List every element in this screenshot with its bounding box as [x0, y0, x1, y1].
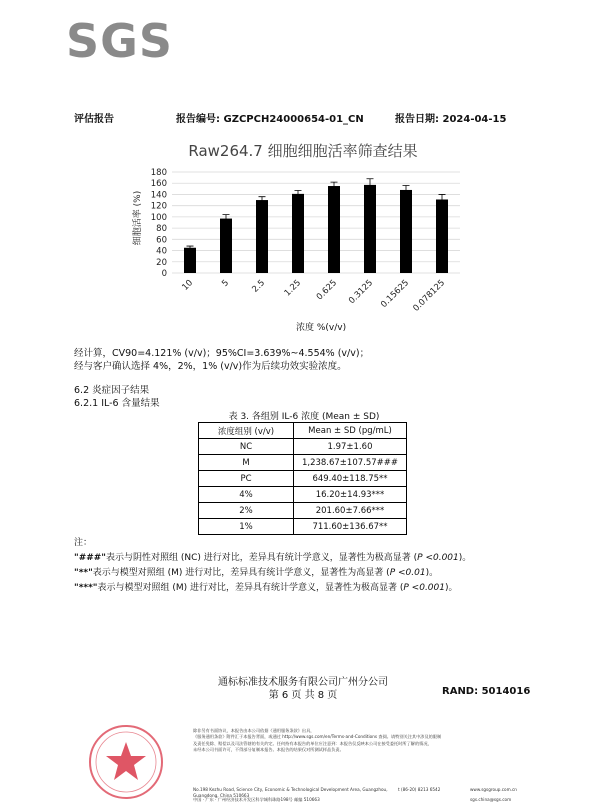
bar-chart — [0, 160, 606, 340]
website: www.sgsgroup.com.cn — [470, 787, 517, 792]
x-tick-label: 1.25 — [282, 278, 304, 299]
note-p: P <0.01 — [389, 568, 426, 578]
table-header: 浓度组别 (v/v) — [199, 423, 294, 439]
note-p: P <0.001 — [403, 583, 445, 593]
group-cell: PC — [199, 471, 294, 487]
note-2 — [74, 566, 471, 581]
note-mark: "***" — [74, 583, 98, 593]
bar — [292, 194, 304, 273]
group-cell: 4% — [199, 487, 294, 503]
x-tick-label: 10 — [180, 278, 196, 293]
sgs-logo: SGS — [66, 14, 174, 68]
section-6-2: 6.2 炎症因子结果 — [74, 385, 150, 396]
x-tick-label: 0.625 — [314, 278, 340, 303]
x-tick-labels — [180, 278, 447, 314]
report-date-label: 报告日期: — [395, 114, 439, 125]
y-tick-label: 20 — [156, 257, 167, 268]
table-caption: 表 3. 各组别 IL-6 浓度 (Mean ± SD) — [228, 412, 380, 422]
rand-code: RAND: 5014016 — [442, 686, 531, 697]
y-tick-label: 80 — [156, 224, 167, 235]
email: sgs.china@sgs.com — [470, 797, 512, 802]
y-tick-label: 120 — [150, 201, 167, 212]
table-row — [199, 487, 407, 503]
table-row — [199, 471, 407, 487]
y-tick-label: 140 — [150, 190, 167, 201]
group-cell: 1% — [199, 519, 294, 535]
note-close: )。 — [458, 553, 472, 563]
telephone: t (86-20) 8213 6542 — [398, 787, 441, 792]
table-row — [199, 503, 407, 519]
report-number-label: 报告编号: — [176, 114, 220, 125]
value-cell: 16.20±14.93*** — [294, 487, 407, 503]
x-tick-label: 5 — [220, 278, 232, 289]
y-tick-label: 60 — [156, 235, 167, 246]
value-cell: 649.40±118.75** — [294, 471, 407, 487]
value-cell: 1,238.67±107.57### — [294, 455, 407, 471]
report-number-value: GZCPCH24000654-01_CN — [223, 114, 364, 125]
note-close: )。 — [445, 583, 458, 593]
terms-fine-print — [193, 728, 503, 753]
note-mark: "###" — [74, 553, 107, 563]
cv90-text: 经计算，CV90=4.121% (v/v)；95%CI=3.639%~4.554% (v/v)； — [74, 348, 370, 359]
group-cell: M — [199, 455, 294, 471]
concentration-text: 经与客户确认选择 4%，2%，1% (v/v)作为后续功效实验浓度。 — [74, 361, 347, 372]
fine-line: 《服务通用条款》附件汇于本报告背面，或通过 http://www.sgs.com/en/Terms-and-Conditions 查阅。请特别关注其中涉及的限制 — [193, 734, 442, 740]
x-tick-label: 0.078125 — [411, 278, 448, 314]
notes — [74, 536, 471, 596]
table-header: Mean ± SD (pg/mL) — [294, 423, 407, 439]
note-close: )。 — [425, 568, 439, 578]
y-tick-labels — [151, 168, 167, 279]
bar — [400, 190, 412, 273]
x-tick-label: 2.5 — [250, 278, 268, 295]
group-cell: 2% — [199, 503, 294, 519]
group-cell: NC — [199, 439, 294, 455]
report-date — [395, 110, 506, 125]
fine-line: 除非另有书面协议，本报告由本公司依据《通用服务条款》出具， — [193, 728, 315, 733]
note-p: P <0.001 — [417, 553, 459, 563]
chart-gridlines — [172, 172, 460, 273]
report-date-value: 2024-04-15 — [442, 114, 507, 125]
footer-page: 第 6 页 共 8 页 — [268, 690, 338, 701]
note-text: 表示与模型对照组 (M) 进行对比，差异具有统计学意义，显著性为极高显著 ( — [97, 583, 404, 593]
y-tick-label: 160 — [150, 179, 167, 190]
note-text: 表示与阴性对照组 (NC) 进行对比，差异具有统计学意义，显著性为极高显著 ( — [106, 553, 418, 563]
x-axis-label: 浓度 %(v/v) — [296, 323, 347, 333]
y-tick-label: 0 — [161, 269, 167, 279]
bar — [184, 248, 196, 273]
table-row — [199, 519, 407, 535]
report-number — [176, 110, 364, 125]
x-tick-label: 0.3125 — [347, 278, 376, 307]
fine-line: 未经本公司书面许可，不得部分复制本报告。本报告的结果仅对所测试样品负责。 — [193, 746, 344, 752]
note-1 — [74, 551, 471, 566]
il6-table — [198, 422, 407, 535]
chart-bars — [184, 179, 448, 273]
footer-company: 通标标准技术服务有限公司广州分公司 — [218, 677, 388, 688]
chart-title: Raw264.7 细胞细胞活率筛查结果 — [188, 142, 418, 160]
note-text: 表示与模型对照组 (M) 进行对比，差异具有统计学意义，显著性为高显著 ( — [92, 568, 390, 578]
y-tick-label: 100 — [150, 212, 167, 223]
y-axis-label: 细胞活率 (%) — [133, 190, 143, 246]
bar — [436, 199, 448, 273]
report-type: 评估报告 — [74, 114, 114, 125]
y-tick-label: 180 — [150, 168, 167, 178]
address-cn: 中国 · 广东 · 广州经济技术开发区科学城科珠路198号 邮编 510663 — [193, 797, 320, 802]
x-tick-label: 0.15625 — [379, 278, 412, 310]
note-3 — [74, 581, 471, 596]
note-mark: "**" — [74, 568, 93, 578]
bar — [256, 200, 268, 273]
company-seal — [84, 720, 174, 800]
table-row — [199, 439, 407, 455]
bar — [364, 185, 376, 273]
address-en: No.198 Kezhu Road, Science City, Economic & Technological Development Area, Guangzhou, Guangdong, China 510663 — [193, 787, 388, 798]
section-6-2-1: 6.2.1 IL-6 含量结果 — [74, 398, 160, 409]
value-cell: 1.97±1.60 — [294, 439, 407, 455]
value-cell: 711.60±136.67** — [294, 519, 407, 535]
value-cell: 201.60±7.66*** — [294, 503, 407, 519]
bar — [328, 186, 340, 273]
y-tick-label: 40 — [156, 246, 167, 257]
table-header-row — [199, 423, 407, 439]
table-row — [199, 455, 407, 471]
bar — [220, 219, 232, 273]
notes-title: 注： — [74, 538, 93, 548]
fine-line: 及责任免除、赔偿以及司法管辖的有关约定。任何持有本报告的单位应注意到：本报告仅反映本公司在接受委托时所了解的情况， — [193, 740, 432, 746]
